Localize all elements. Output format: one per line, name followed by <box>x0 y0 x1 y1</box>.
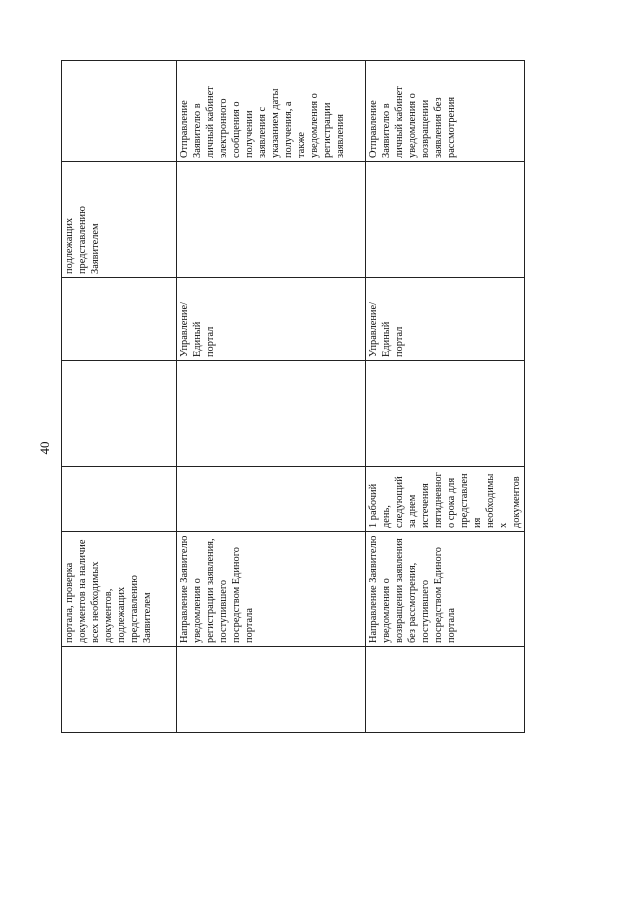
page-number: 40 <box>37 441 52 455</box>
table-cell: Управление/ Единый портал <box>366 278 525 361</box>
procedure-table-grid <box>61 60 525 733</box>
table-cell <box>366 162 525 278</box>
table-cell: 1 рабочий день, следующий за днем истечения пятидневног о срока для представлен ия необходимы х документов <box>366 467 525 532</box>
table-cell <box>177 647 366 733</box>
table-cell <box>62 647 177 733</box>
table-row <box>366 61 525 733</box>
table-cell <box>62 61 177 162</box>
table-cell: Отправление Заявителю в личный кабинет уведомления о возвращении заявления без рассмотрения <box>366 61 525 162</box>
table-cell <box>62 361 177 467</box>
table-cell <box>62 467 177 532</box>
table-cell: Направление Заявителю уведомления о возвращении заявления без рассмотрения, поступившего посредством Единого портала <box>366 532 525 647</box>
table-cell: Отправление Заявителю в личный кабинет электронного сообщения о получении заявления с указанием даты получения, а также уведомления о регистрации заявления <box>177 61 366 162</box>
table-cell <box>177 361 366 467</box>
table-cell: подлежащих представлению Заявителем <box>62 162 177 278</box>
table-cell: Управление/ Единый портал <box>177 278 366 361</box>
table-cell: портала, проверка документов на наличие всех необходимых документов, подлежащих представлению Заявителем <box>62 532 177 647</box>
table-row <box>62 61 177 733</box>
table-cell <box>177 162 366 278</box>
table-cell <box>366 647 525 733</box>
table-row <box>177 61 366 733</box>
table-cell <box>177 467 366 532</box>
table-cell <box>366 361 525 467</box>
table-cell <box>62 278 177 361</box>
procedure-table <box>61 61 522 733</box>
table-cell: Направление Заявителю уведомления о регистрации заявления, поступившего посредством Единого портала <box>177 532 366 647</box>
